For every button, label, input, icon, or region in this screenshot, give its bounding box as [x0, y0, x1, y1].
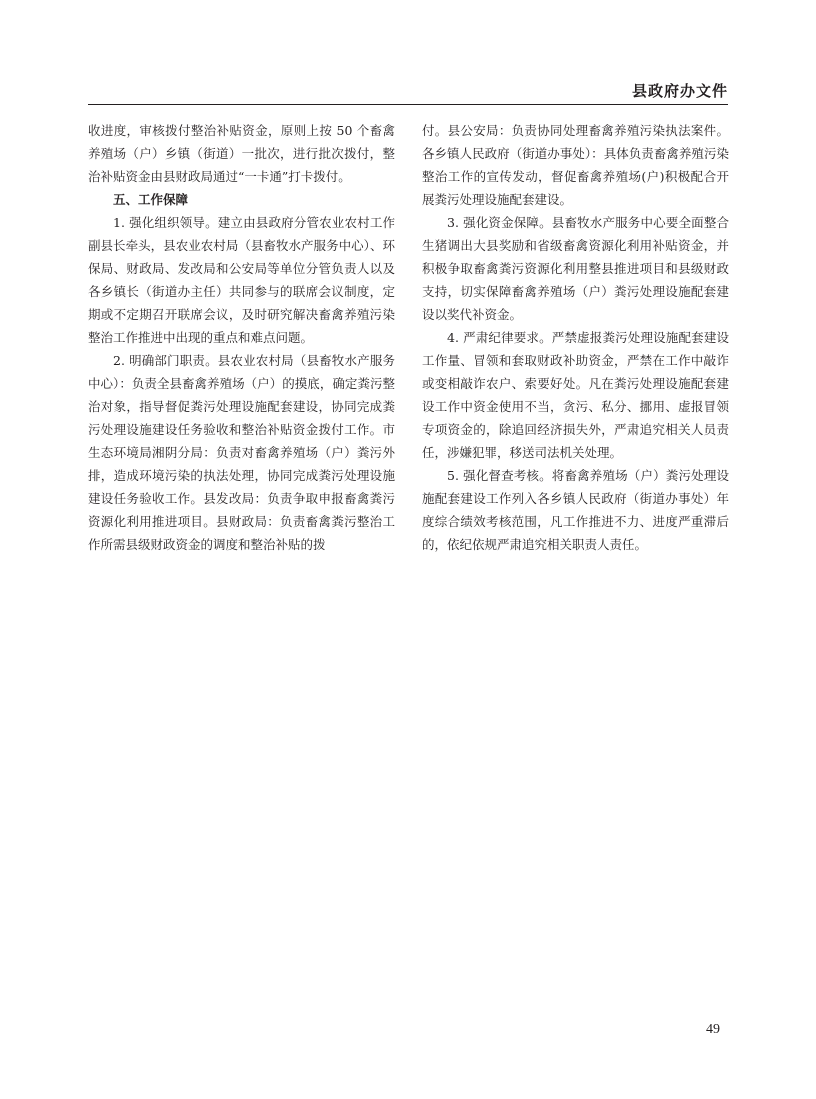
- paragraph-continuation-right: 付。县公安局：负责协同处理畜禽养殖污染执法案件。各乡镇人民政府（街道办事处）：具体负责畜禽养殖污染整治工作的宣传发动，督促畜禽养殖场(户)积极配合开展粪污处理设施配套建设。: [422, 123, 729, 207]
- paragraph-funding-guarantee: 3. 强化资金保障。县畜牧水产服务中心要全面整合生猪调出大县奖励和省级畜禽资源化利用补贴资金，并积极争取畜禽粪污资源化利用整县推进项目和县级财政支持，切实保障畜禽养殖场（户）粪污处理设施配套建设以奖代补资金。: [422, 215, 729, 322]
- paragraph-supervision-assessment: 5. 强化督查考核。将畜禽养殖场（户）粪污处理设施配套建设工作列入各乡镇人民政府（街道办事处）年度综合绩效考核范围，凡工作推进不力、进度严重滞后的，依纪依规严肃追究相关职责人责任。: [422, 468, 729, 552]
- left-text-column: [88, 119, 395, 556]
- paragraph-continuation: 收进度，审核拨付整治补贴资金，原则上按 50 个畜禽养殖场（户）乡镇（街道）一批次，进行批次拨付，整治补贴资金由县财政局通过“一卡通”打卡拨付。: [88, 123, 395, 184]
- document-header-title: 县政府办文件: [631, 82, 728, 100]
- section-heading: 五、工作保障: [113, 192, 189, 207]
- header-divider: [88, 104, 728, 105]
- page-number: 49: [706, 1022, 720, 1037]
- paragraph-discipline-requirements: 4. 严肃纪律要求。严禁虚报粪污处理设施配套建设工作量、冒领和套取财政补助资金，严禁在工作中敲诈或变相敲诈农户、索要好处。凡在粪污处理设施配套建设工作中资金使用不当，贪污、私分、挪用、虚报冒领专项资金的，除追回经济损失外，严肃追究相关人员责任，涉嫌犯罪，移送司法机关处理。: [422, 330, 729, 460]
- paragraph-organization-leadership: 1. 强化组织领导。建立由县政府分管农业农村工作副县长牵头，县农业农村局（县畜牧水产服务中心）、环保局、财政局、发改局和公安局等单位分管负责人以及各乡镇长（街道办主任）共同参与的联席会议制度，定期或不定期召开联席会议，及时研究解决畜禽养殖污染整治工作推进中出现的重点和难点问题。: [88, 215, 395, 345]
- paragraph-department-duties: 2. 明确部门职责。县农业农村局（县畜牧水产服务中心）：负责全县畜禽养殖场（户）的摸底，确定粪污整治对象，指导督促粪污处理设施配套建设，协同完成粪污处理设施建设任务验收和整治补贴资金拨付工作。市生态环境局湘阴分局：负责对畜禽养殖场（户）粪污外排，造成环境污染的执法处理，协同完成粪污处理设施建设任务验收工作。县发改局：负责争取申报畜禽粪污资源化利用推进项目。县财政局：负责畜禽粪污整治工作所需县级财政资金的调度和整治补贴的拨: [88, 353, 395, 552]
- right-text-column: [422, 119, 729, 556]
